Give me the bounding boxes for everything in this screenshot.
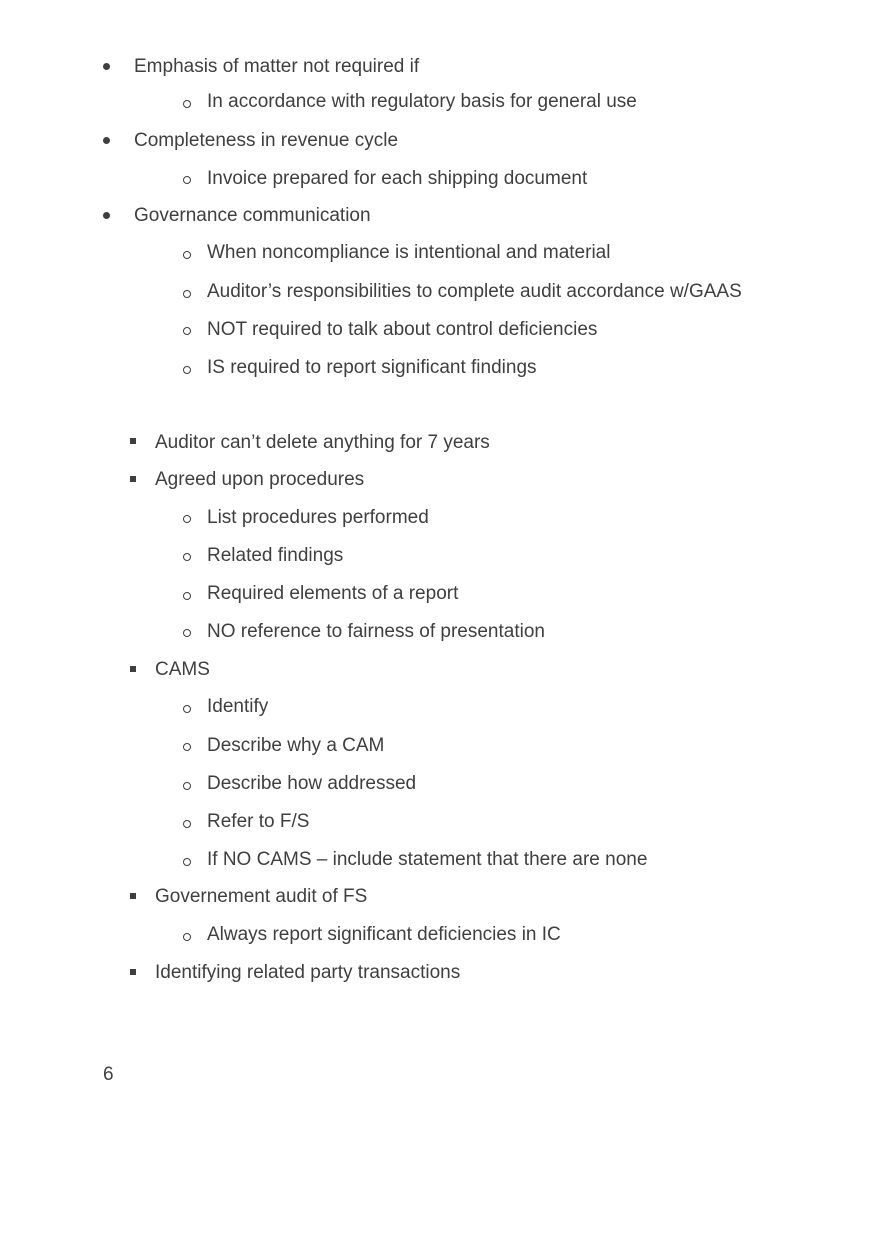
bullet-dot-icon [103,137,110,144]
list-item: Auditor can’t delete anything for 7 years [155,432,490,453]
bullet-circle-icon [183,858,191,866]
list-subitem: List procedures performed [207,507,429,528]
list-subitem: When noncompliance is intentional and material [207,242,611,263]
bullet-square-icon [130,438,136,444]
list-subitem: In accordance with regulatory basis for general use [207,91,637,112]
bullet-square-icon [130,476,136,482]
bullet-circle-icon [183,290,191,298]
list-subitem: IS required to report significant findings [207,357,537,378]
bullet-circle-icon [183,515,191,523]
list-subitem: Refer to F/S [207,811,310,832]
bullet-circle-icon [183,743,191,751]
list-item: Identifying related party transactions [155,962,461,983]
bullet-circle-icon [183,100,191,108]
list-item: Governement audit of FS [155,886,368,907]
list-subitem: Describe how addressed [207,773,417,794]
list-subitem: NO reference to fairness of presentation [207,621,545,642]
list-subitem: If NO CAMS – include statement that there are none [207,849,648,870]
bullet-dot-icon [103,63,110,70]
bullet-circle-icon [183,176,191,184]
bullet-circle-icon [183,933,191,941]
list-subitem: Identify [207,696,269,717]
list-item: Emphasis of matter not required if [134,56,420,77]
list-item: Governance communication [134,205,371,226]
list-subitem: Related findings [207,545,344,566]
bullet-circle-icon [183,782,191,790]
list-subitem: NOT required to talk about control deficiencies [207,319,598,340]
list-subitem: Auditor’s responsibilities to complete audit accordance w/GAAS [207,281,742,302]
page-number: 6 [103,1064,114,1085]
bullet-circle-icon [183,553,191,561]
list-subitem: Describe why a CAM [207,735,385,756]
bullet-dot-icon [103,212,110,219]
bullet-circle-icon [183,366,191,374]
bullet-square-icon [130,893,136,899]
bullet-circle-icon [183,629,191,637]
list-item: CAMS [155,659,210,680]
bullet-square-icon [130,969,136,975]
bullet-circle-icon [183,327,191,335]
bullet-circle-icon [183,820,191,828]
list-subitem: Always report significant deficiencies in IC [207,924,561,945]
list-subitem: Invoice prepared for each shipping document [207,168,588,189]
list-subitem: Required elements of a report [207,583,459,604]
list-item: Agreed upon procedures [155,469,365,490]
bullet-circle-icon [183,251,191,259]
bullet-circle-icon [183,705,191,713]
bullet-square-icon [130,666,136,672]
bullet-circle-icon [183,592,191,600]
list-item: Completeness in revenue cycle [134,130,399,151]
